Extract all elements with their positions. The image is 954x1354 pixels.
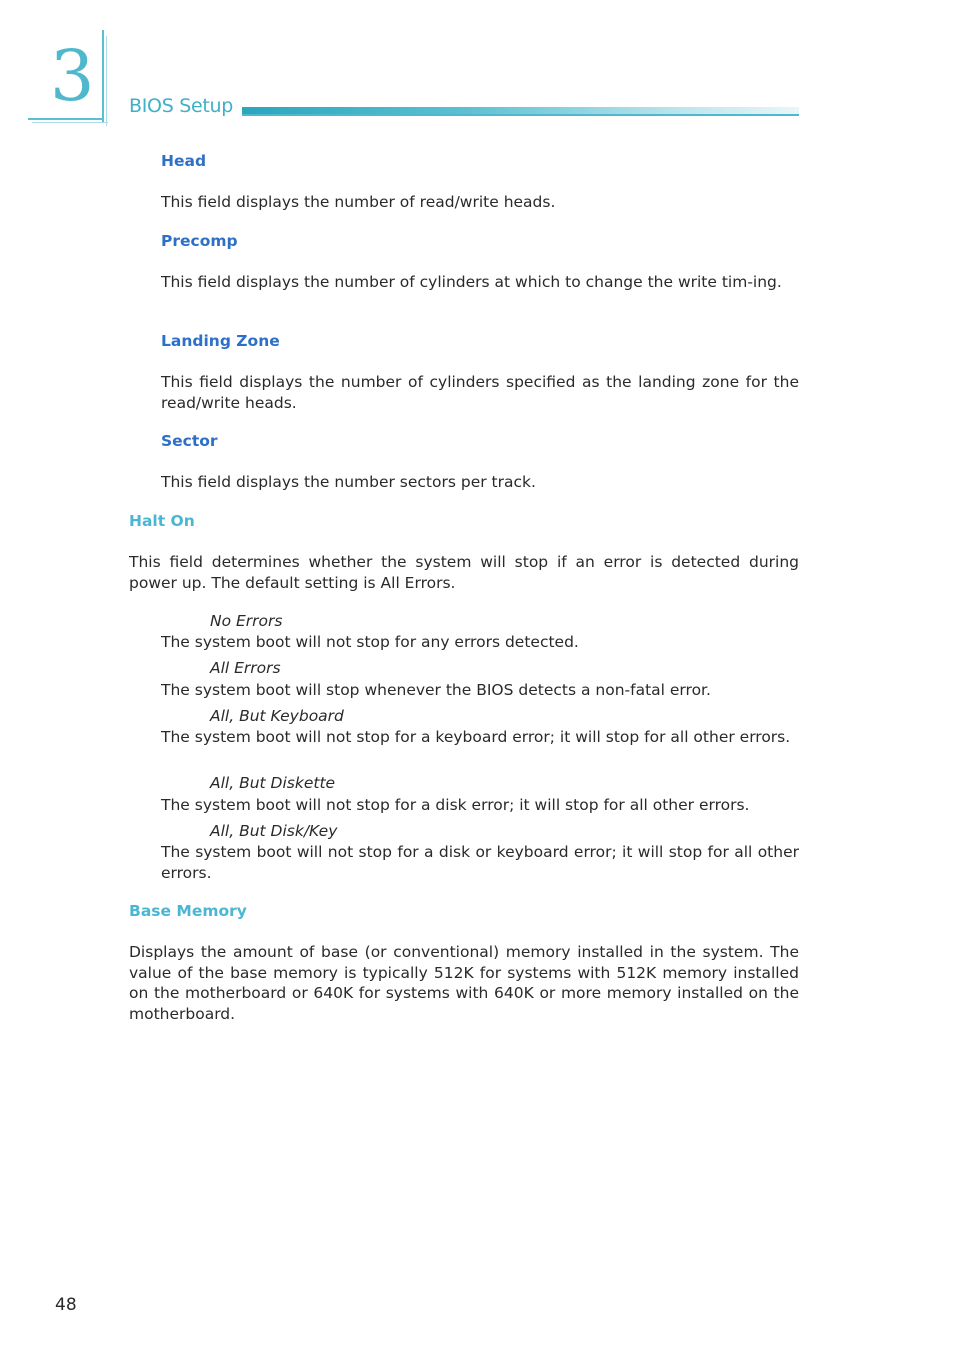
heading-precomp: Precomp	[161, 232, 238, 250]
paragraph-sector: This field displays the number sectors per track.	[161, 473, 536, 491]
heading-sector: Sector	[161, 432, 218, 450]
heading-base-memory: Base Memory	[129, 902, 247, 920]
option-description: The system boot will not stop for any errors detected.	[161, 633, 579, 651]
heading-landing-zone: Landing Zone	[161, 332, 280, 350]
chapter-badge	[28, 30, 106, 124]
heading-halt-on: Halt On	[129, 512, 195, 530]
paragraph-base-memory: Displays the amount of base (or conventional) memory installed in the system. The value of the base memory is typically 512K for systems with 512K memory installed on the motherboard or 640K for systems with 640K or more memory installed on the motherboard.	[129, 943, 799, 1023]
paragraph-head: This field displays the number of read/write heads.	[161, 193, 556, 211]
option-description: The system boot will not stop for a disk or keyboard error; it will stop for all other errors.	[161, 843, 799, 882]
paragraph-halt-on: This field determines whether the system will stop if an error is detected during power up. The default setting is All Errors.	[129, 553, 799, 592]
section-title: BIOS Setup	[129, 95, 233, 117]
chapter-frame-line	[106, 36, 107, 126]
option-description: The system boot will not stop for a disk error; it will stop for all other errors.	[161, 796, 750, 814]
option-name: All, But Keyboard	[210, 707, 344, 725]
option-name: No Errors	[210, 612, 283, 630]
option-name: All, But Disk/Key	[210, 822, 338, 840]
chapter-frame-line	[28, 118, 104, 120]
option-description: The system boot will not stop for a keyboard error; it will stop for all other errors.	[161, 728, 791, 746]
title-underline	[242, 114, 799, 116]
option-name: All Errors	[210, 659, 281, 677]
heading-head: Head	[161, 152, 207, 170]
option-name: All, But Diskette	[210, 774, 336, 792]
option-description: The system boot will stop whenever the BIOS detects a non-fatal error.	[161, 681, 711, 699]
paragraph-landing-zone: This field displays the number of cylinders specified as the landing zone for the read/write heads.	[161, 373, 799, 412]
page-number: 48	[55, 1295, 77, 1315]
chapter-frame-line	[102, 30, 104, 122]
paragraph-precomp: This field displays the number of cylinders at which to change the write tim-ing.	[161, 273, 782, 291]
chapter-number: 3	[50, 35, 95, 117]
chapter-frame-line	[32, 122, 108, 123]
